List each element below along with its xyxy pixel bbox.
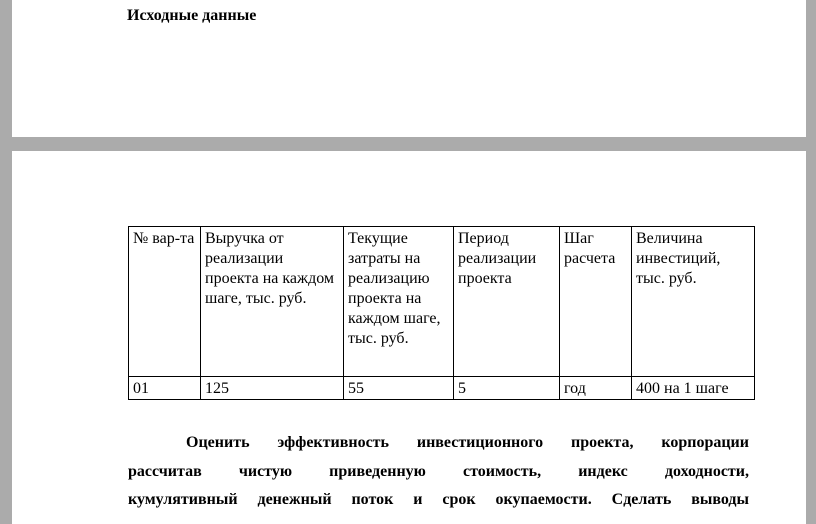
- header-calculation-step: Шаг расчета: [560, 227, 632, 377]
- cell-calculation-step: год: [560, 377, 632, 400]
- cell-investment-amount: 400 на 1 шаге: [632, 377, 755, 400]
- section-heading: Исходные данные: [127, 7, 257, 24]
- header-current-costs: Текущие затраты на реализацию проекта на каждом шаге, тыс. руб.: [344, 227, 454, 377]
- task-line: кумулятивный денежный поток и срок окупаемости. Сделать выводы: [128, 491, 749, 508]
- table-row: [129, 377, 755, 400]
- document-page-bottom: [12, 151, 806, 524]
- header-implementation-period: Период реализации проекта: [454, 227, 560, 377]
- cell-variant-number: 01: [129, 377, 201, 400]
- cell-current-costs: 55: [344, 377, 454, 400]
- table-header-row: [129, 227, 755, 377]
- task-line: Оценить эффективность инвестиционного проекта, корпорации: [186, 434, 749, 451]
- task-line: рассчитав чистую приведенную стоимость, индекс доходности,: [128, 462, 749, 480]
- initial-data-table: [128, 226, 755, 400]
- cell-implementation-period: 5: [454, 377, 560, 400]
- header-variant-number: № вар-та: [129, 227, 201, 377]
- header-investment-amount: Величина инвестиций, тыс. руб.: [632, 227, 755, 377]
- header-revenue: Выручка от реализации проекта на каждом шаге, тыс. руб.: [201, 227, 344, 377]
- task-paragraph: [128, 429, 749, 515]
- cell-revenue: 125: [201, 377, 344, 400]
- document-page-top: [12, 0, 806, 137]
